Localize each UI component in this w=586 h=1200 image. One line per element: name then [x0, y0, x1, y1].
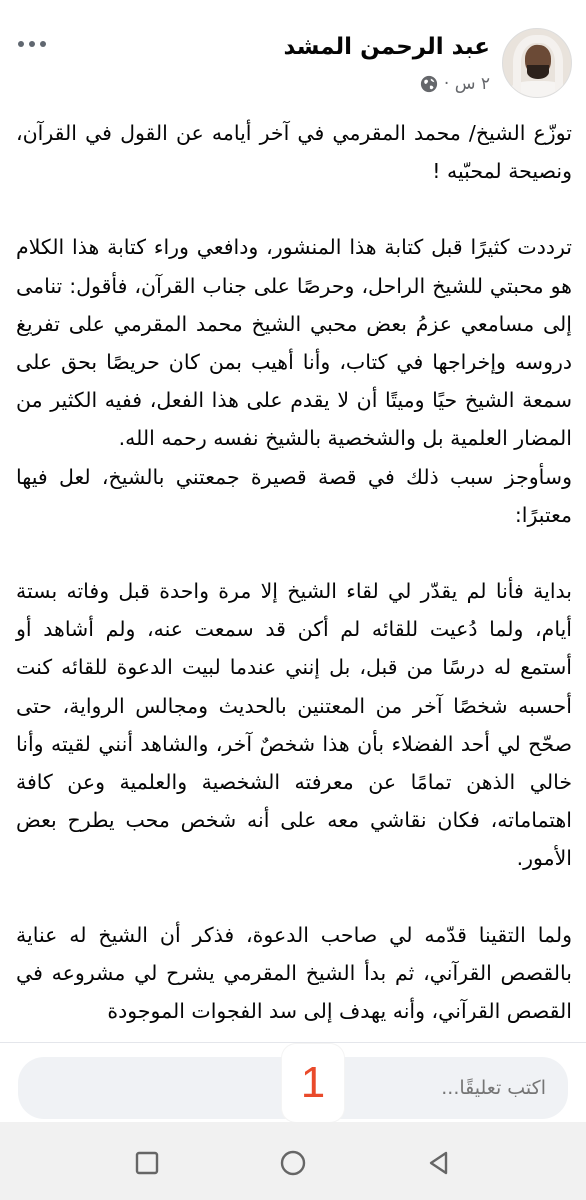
post-meta [420, 74, 490, 94]
recents-icon[interactable] [132, 1148, 162, 1178]
post-time: ٢ س · [443, 74, 490, 94]
post-body [0, 114, 586, 1042]
avatar[interactable] [502, 28, 572, 98]
post-paragraph: بداية فأنا لم يقدّر لي لقاء الشيخ إلا مرة واحدة قبل وفاته بستة أيام، ولما دُعيت للقائه لم أكن قد سمعت عنه، ولم أشاهد أو أستمع له درسًا من قبل، بل إنني عندما لبيت الدعوة للقائه كنت أحسبه شخصًا آخر من المعتنين بالحديث ومجالس الرواية، حتى صحّح لي أحد الفضلاء بأن هذا شخصٌ آخر، والشاهد أنني لقيته وأنا خالي الذهن تمامًا عن معرفته الشخصية والعلمية وعن كافة اهتماماته، فكان نقاشي معه على أنه شخص محب يطرح بعض الأمور. [16, 579, 572, 871]
post-paragraph: ولما التقينا قدّمه لي صاحب الدعوة، فذكر أن الشيخ له عناية بالقصص القرآني، ثم بدأ الشيخ المقرمي يشرح لي مشروعه في القصص القرآني، وأنه يهدف إلى سد الفجوات الموجودة [16, 922, 572, 1024]
post-paragraph: توزّع الشيخ/ محمد المقرمي في آخر أيامه عن القول في القرآن، ونصيحة لمحبّيه ! [16, 121, 572, 184]
home-icon[interactable] [278, 1148, 308, 1178]
back-icon[interactable] [424, 1148, 454, 1178]
author-name[interactable]: عبد الرحمن المشد [283, 34, 490, 60]
post-paragraph: ترددت كثيرًا قبل كتابة هذا المنشور، ودافعي وراء كتابة هذا الكلام هو محبتي للشيخ الراحل، وحرصًا على جناب القرآن، فأقول: تنامى إلى مسامعي عزمُ بعض محبي الشيخ محمد المقرمي على تفريغ دروسه وإخراجها في كتاب، وأنا أهيب بمن كان حريصًا بحق على سمعة الشيخ حيًا وميتًا أن لا يقدم على هذا الفعل، ففيه الكثير من المضار العلمية بل والشخصية بالشيخ نفسه رحمه الله. [16, 235, 572, 451]
system-nav-bar [0, 1122, 586, 1200]
number-badge: 1 [282, 1044, 344, 1122]
post-header [0, 0, 586, 112]
more-options-icon[interactable] [12, 32, 52, 56]
globe-icon [420, 75, 438, 93]
post-paragraph: وسأوجز سبب ذلك في قصة قصيرة جمعتني بالشيخ، لعل فيها معتبرًا: [16, 464, 572, 527]
